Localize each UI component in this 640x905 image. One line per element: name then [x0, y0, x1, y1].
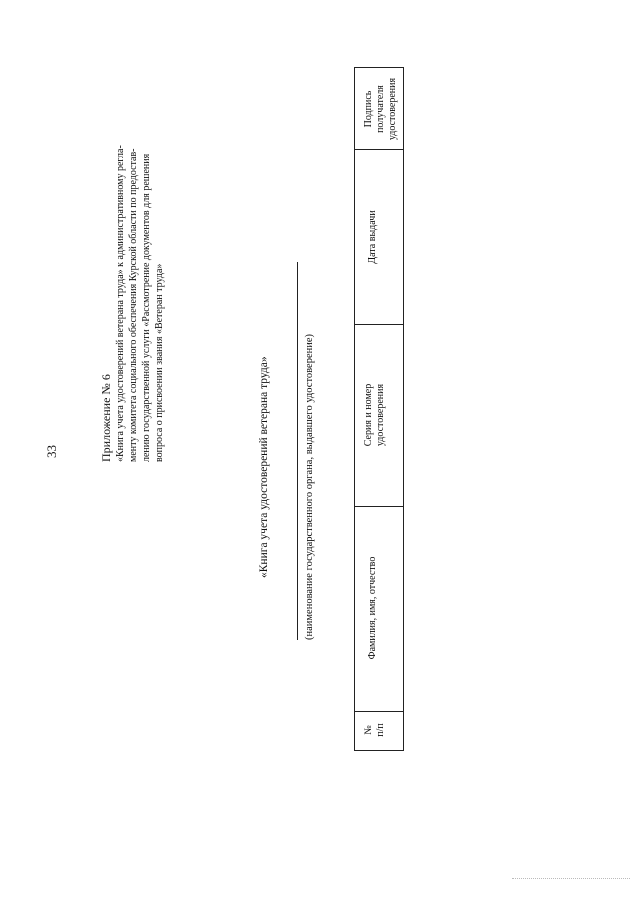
- registry-table: [354, 67, 404, 751]
- appendix-line: лению государственной услуги «Рассмотрение документов для решения: [141, 153, 152, 462]
- header-row-number: № п/п: [363, 723, 386, 737]
- org-name-caption: (наименование государственного органа, выдавшего удостоверение): [304, 333, 315, 640]
- page-number: 33: [44, 445, 59, 458]
- header-issue-date: Дата выдачи: [367, 210, 378, 264]
- appendix-title: Приложение № 6: [99, 374, 113, 462]
- footer-dotted-line: [512, 878, 630, 879]
- org-name-line: [297, 262, 298, 640]
- table-divider: [355, 149, 403, 150]
- header-full-name: Фамилия, имя, отчество: [367, 556, 378, 660]
- header-series-number: Серия и номер удостоверения: [363, 383, 386, 447]
- header-signature: Подпись получателя удостоверения: [363, 77, 398, 141]
- book-title: «Книга учета удостоверений ветерана труда»: [258, 356, 270, 578]
- appendix-line: вопроса о присвоении звания «Ветеран труда»: [154, 263, 165, 462]
- appendix-line: «Книга учета удостоверений ветерана труда» к административному регла-: [115, 145, 126, 462]
- table-divider: [355, 506, 403, 507]
- appendix-line: менту комитета социального обеспечения Курской области по предостав-: [128, 148, 139, 462]
- appendix-block: [98, 42, 166, 462]
